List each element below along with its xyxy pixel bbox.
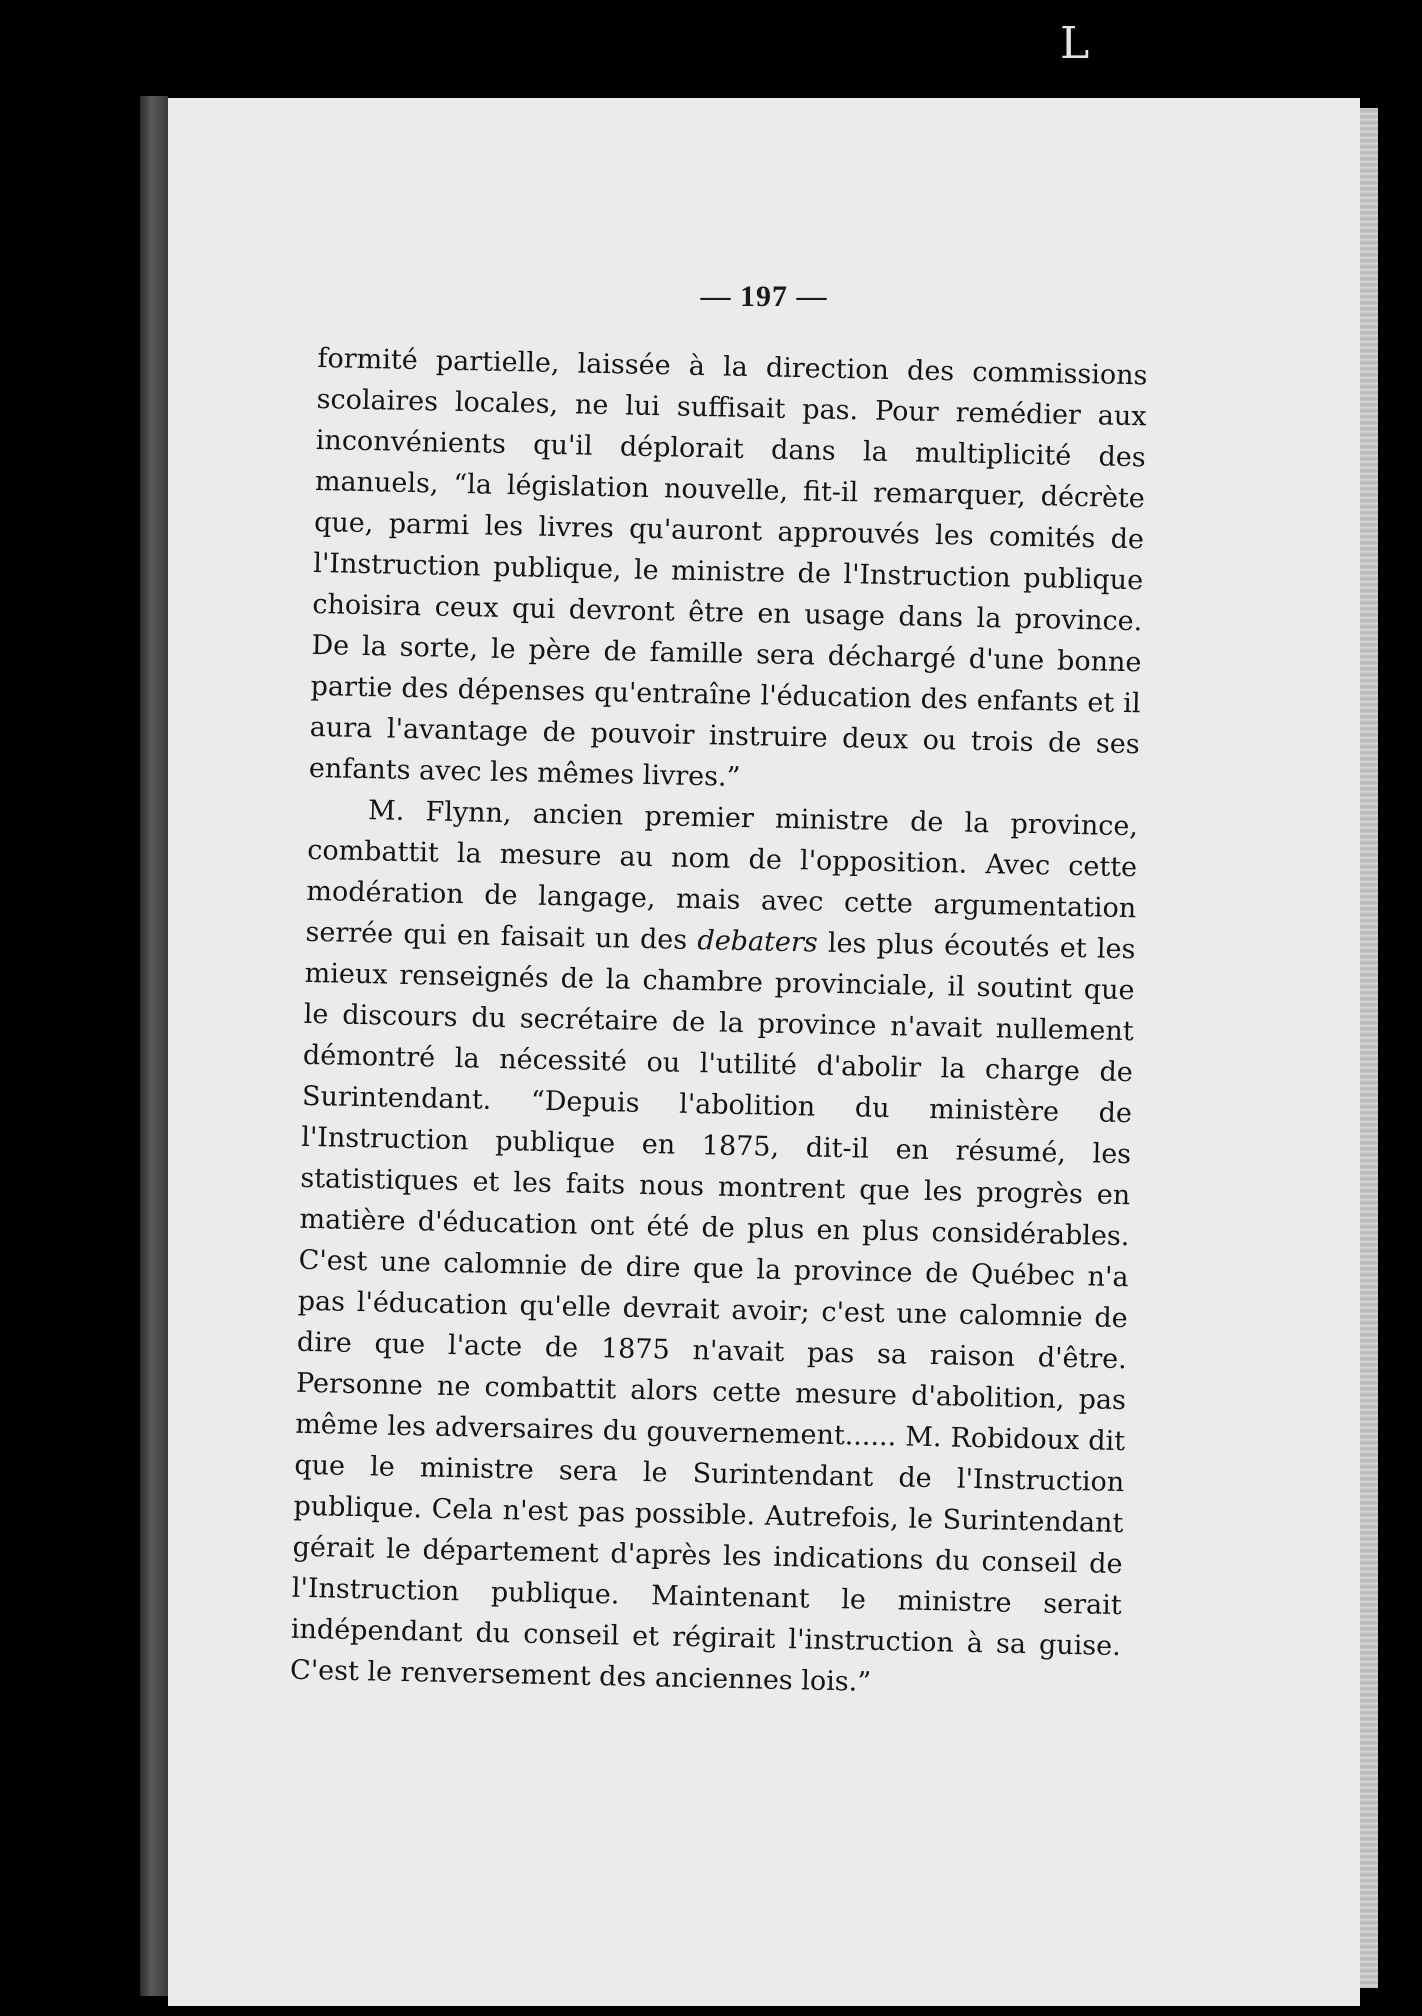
- page-edge: [1360, 108, 1378, 1988]
- page-number: — 197 —: [700, 280, 828, 313]
- paragraph-1: formité partielle, laissée à la direction des commissions scolaires locales, ne lui suffisait pas. Pour remédier aux inconvénients qu'il déplorait dans la multiplicité des manuels, “la législation nouvelle, fit-il remarquer, décrète que, parmi les livres qu'auront approuvés les comités de l'Instruction publique, le ministre de l'Instruction publique choisira ceux qui devront être en usage dans la province. De la sorte, le père de famille sera déchargé d'une bonne partie des dépenses qu'entraîne l'éducation des enfants et il aura l'avantage de pouvoir instruire deux ou trois de ses enfants avec les mêmes livres.”: [308, 342, 1148, 793]
- book-page: [168, 98, 1360, 2006]
- body-text: [290, 338, 1148, 1708]
- paragraph-2-start: M. Flynn, ancien premier ministre de la province, combattit la mesure au nom de l'opposition. Avec cette modération de langage, mais avec cette argumentation serrée qui en faisait un des: [305, 795, 1139, 957]
- paragraph-2-end: les plus écoutés et les mieux renseignés de la chambre provinciale, il soutint que le discours du secrétaire de la province n'avait nullement démontré la nécessité ou l'utilité d'abolir la charge de Surintendant. “Depuis l'abolition du ministère de l'Instruction publique en 1875, dit-il en résumé, les statistiques et les faits nous montrent que les progrès en matière d'éducation ont été de plus en plus considérables. C'est une calomnie de dire que la province de Québec n'a pas l'éducation qu'elle devrait avoir; c'est une calomnie de dire que l'acte de 1875 n'avait pas sa raison d'être. Personne ne combattit alors cette mesure d'abolition, pas même les adversaires du gouvernement...... M. Robidoux dit que le ministre sera le Surintendant de l'Instruction publique. Cela n'est pas possible. Autrefois, le Surintendant gérait le département d'après les indications du conseil de l'Instruction publique. Maintenant le ministre serait indépendant du conseil et régirait l'instruction à sa guise. C'est le renversement des anciennes lois.”: [289, 927, 1136, 1698]
- paragraph-2: [290, 789, 1139, 1708]
- handwritten-mark: L: [1060, 18, 1090, 69]
- italic-term: debaters: [697, 925, 819, 959]
- book-spine: [140, 96, 168, 1996]
